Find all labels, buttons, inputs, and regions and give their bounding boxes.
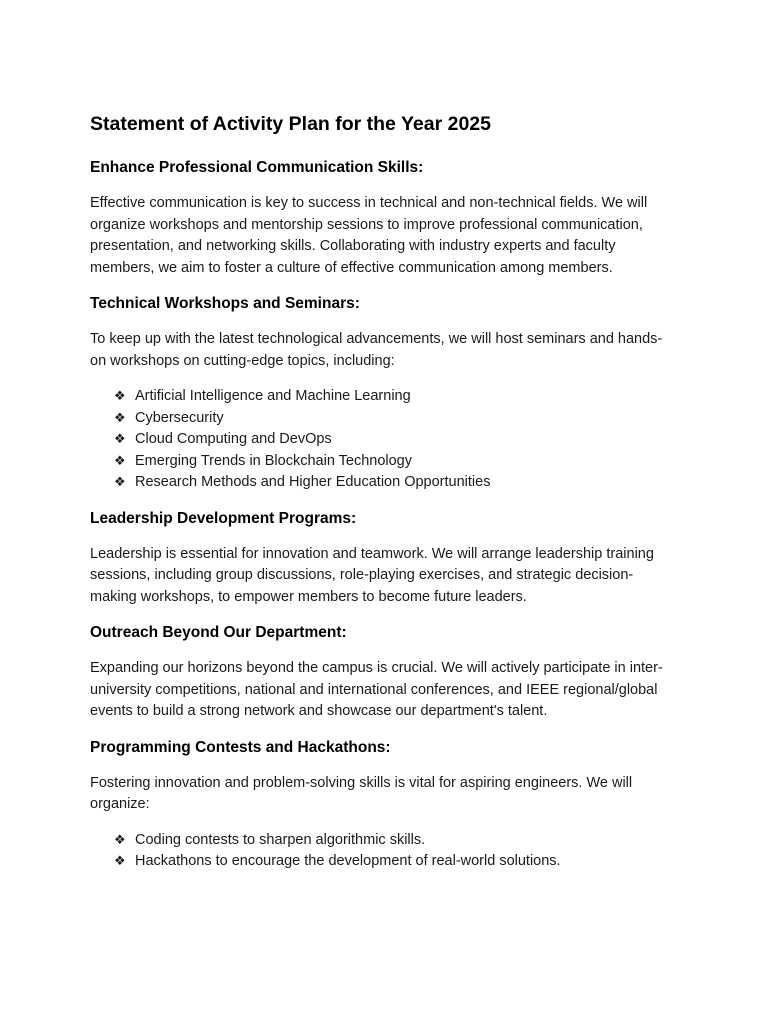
section-paragraph: Expanding our horizons beyond the campus is crucial. We will actively participate in inter-university competitions, national and international conferences, and IEEE regional/global events to build a strong network and showcase our department's talent. [90, 660, 663, 719]
diamond-bullet-icon: ❖ [114, 389, 126, 404]
list-item [114, 408, 678, 430]
diamond-bullet-icon: ❖ [114, 453, 126, 469]
section-paragraph: Leadership is essential for innovation and teamwork. We will arrange leadership training sessions, including group discussions, role-playing exercises, and strategic decision-making workshops, to empower members to become future leaders. [90, 545, 654, 605]
section-paragraph: Fostering innovation and problem-solving skills is vital for aspiring engineers. We will organize: [90, 774, 633, 812]
event-list [90, 830, 678, 873]
section-paragraph: To keep up with the latest technological advancements, we will host seminars and hands-on workshops on cutting-edge topics, including: [90, 331, 663, 369]
diamond-bullet-icon: ❖ [114, 832, 126, 848]
topic-list [90, 386, 678, 494]
section-heading: Programming Contests and Hackathons: [90, 738, 391, 756]
diamond-bullet-icon: ❖ [114, 854, 126, 869]
section-paragraph: Effective communication is key to success in technical and non-technical fields. We will organize workshops and mentorship sessions to improve professional communication, presentation, and networking skills. Collaborating with industry experts and faculty members, we aim to foster a culture of effective communication among members. [90, 195, 648, 276]
list-item [114, 851, 678, 873]
list-item [114, 830, 678, 852]
list-item [114, 429, 678, 451]
section-heading: Leadership Development Programs: [90, 509, 357, 527]
section-leadership [90, 508, 678, 609]
list-item-text: Cybersecurity [135, 409, 224, 426]
section-heading: Enhance Professional Communication Skills: [90, 159, 424, 176]
section-communication [90, 157, 678, 279]
section-technical-workshops [90, 293, 678, 494]
diamond-bullet-icon: ❖ [114, 410, 126, 426]
list-item-text: Artificial Intelligence and Machine Learning [135, 388, 411, 404]
section-outreach [90, 622, 678, 723]
list-item-text: Emerging Trends in Blockchain Technology [135, 452, 413, 469]
list-item-text: Coding contests to sharpen algorithmic skills. [135, 831, 426, 848]
list-item-text: Hackathons to encourage the development of real-world solutions. [135, 853, 561, 869]
list-item-text: Research Methods and Higher Education Opportunities [135, 474, 491, 490]
list-item [114, 451, 678, 473]
list-item [114, 386, 678, 408]
document-title: Statement of Activity Plan for the Year 2025 [90, 113, 491, 135]
list-item [114, 472, 678, 494]
diamond-bullet-icon: ❖ [114, 432, 126, 447]
section-heading: Technical Workshops and Seminars: [90, 295, 360, 312]
diamond-bullet-icon: ❖ [114, 475, 126, 490]
section-heading: Outreach Beyond Our Department: [90, 624, 347, 641]
list-item-text: Cloud Computing and DevOps [135, 431, 332, 447]
section-programming-contests [90, 737, 678, 873]
